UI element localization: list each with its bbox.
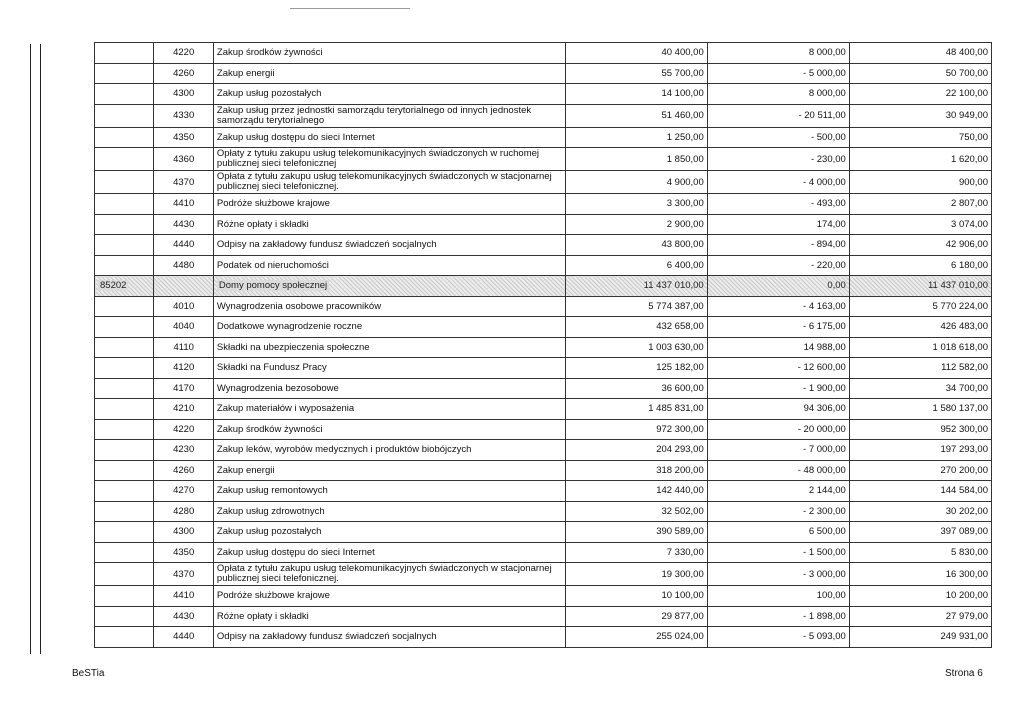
section-code-cell [95, 148, 154, 171]
table-row [95, 148, 992, 171]
table-row [95, 399, 992, 420]
after-change-amount-cell: 270 200,00 [849, 460, 991, 481]
item-name-cell: Opłaty z tytułu zakupu usług telekomunikacyjnych świadczonych w ruchomej publicznej sieci telefonicznej [213, 148, 565, 171]
section-code-cell [95, 43, 154, 64]
after-change-amount-cell: 112 582,00 [849, 358, 991, 379]
budget-table-body [95, 43, 992, 648]
paragraph-code-cell: 4110 [154, 337, 213, 358]
budget-table [94, 42, 992, 648]
after-change-amount-cell: 10 200,00 [849, 586, 991, 607]
after-change-amount-cell: 750,00 [849, 127, 991, 148]
item-name-cell: Zakup usług pozostałych [213, 84, 565, 105]
table-row [95, 194, 992, 215]
paragraph-code-cell: 4010 [154, 296, 213, 317]
change-amount-cell: - 7 000,00 [707, 440, 849, 461]
after-change-amount-cell: 11 437 010,00 [849, 276, 991, 297]
plan-amount-cell: 6 400,00 [565, 255, 707, 276]
table-row [95, 127, 992, 148]
table-row [95, 255, 992, 276]
after-change-amount-cell: 16 300,00 [849, 563, 991, 586]
section-code-cell [95, 171, 154, 194]
plan-amount-cell: 142 440,00 [565, 481, 707, 502]
item-name-cell: Zakup usług pozostałych [213, 522, 565, 543]
paragraph-code-cell: 4300 [154, 522, 213, 543]
plan-amount-cell: 5 774 387,00 [565, 296, 707, 317]
paragraph-code-cell: 4210 [154, 399, 213, 420]
section-code-cell [95, 63, 154, 84]
paragraph-code-cell: 4440 [154, 627, 213, 648]
item-name-cell: Zakup usług remontowych [213, 481, 565, 502]
change-amount-cell: 8 000,00 [707, 43, 849, 64]
after-change-amount-cell: 34 700,00 [849, 378, 991, 399]
plan-amount-cell: 32 502,00 [565, 501, 707, 522]
table-row [95, 522, 992, 543]
change-amount-cell: - 6 175,00 [707, 317, 849, 338]
after-change-amount-cell: 426 483,00 [849, 317, 991, 338]
section-code-cell [95, 460, 154, 481]
footer-software-name: BeSTia [72, 668, 105, 679]
section-row [95, 276, 992, 297]
item-name-cell: Odpisy na zakładowy fundusz świadczeń socjalnych [213, 627, 565, 648]
item-name-cell: Różne opłaty i składki [213, 214, 565, 235]
paragraph-code-cell: 4270 [154, 481, 213, 502]
table-row [95, 214, 992, 235]
after-change-amount-cell: 42 906,00 [849, 235, 991, 256]
table-row [95, 542, 992, 563]
table-row [95, 460, 992, 481]
plan-amount-cell: 36 600,00 [565, 378, 707, 399]
after-change-amount-cell: 952 300,00 [849, 419, 991, 440]
item-name-cell: Zakup środków żywności [213, 43, 565, 64]
section-code-cell [95, 317, 154, 338]
after-change-amount-cell: 6 180,00 [849, 255, 991, 276]
change-amount-cell: - 48 000,00 [707, 460, 849, 481]
after-change-amount-cell: 5 770 224,00 [849, 296, 991, 317]
plan-amount-cell: 390 589,00 [565, 522, 707, 543]
plan-amount-cell: 14 100,00 [565, 84, 707, 105]
change-amount-cell: 14 988,00 [707, 337, 849, 358]
item-name-cell: Składki na Fundusz Pracy [213, 358, 565, 379]
plan-amount-cell: 125 182,00 [565, 358, 707, 379]
plan-amount-cell: 432 658,00 [565, 317, 707, 338]
after-change-amount-cell: 3 074,00 [849, 214, 991, 235]
paragraph-code-cell: 4120 [154, 358, 213, 379]
table-row [95, 358, 992, 379]
section-code-cell [95, 542, 154, 563]
plan-amount-cell: 1 850,00 [565, 148, 707, 171]
plan-amount-cell: 972 300,00 [565, 419, 707, 440]
section-code-cell [95, 194, 154, 215]
table-row [95, 235, 992, 256]
after-change-amount-cell: 1 018 618,00 [849, 337, 991, 358]
table-row [95, 440, 992, 461]
plan-amount-cell: 51 460,00 [565, 104, 707, 127]
item-name-cell: Odpisy na zakładowy fundusz świadczeń socjalnych [213, 235, 565, 256]
item-name-cell: Podróże służbowe krajowe [213, 194, 565, 215]
paragraph-code-cell [154, 276, 213, 297]
section-code-cell [95, 127, 154, 148]
plan-amount-cell: 19 300,00 [565, 563, 707, 586]
item-name-cell: Składki na ubezpieczenia społeczne [213, 337, 565, 358]
section-code-cell [95, 419, 154, 440]
section-code-cell [95, 481, 154, 502]
plan-amount-cell: 11 437 010,00 [565, 276, 707, 297]
plan-amount-cell: 204 293,00 [565, 440, 707, 461]
item-name-cell: Opłata z tytułu zakupu usług telekomunikacyjnych świadczonych w stacjonarnej publicznej sieci telefonicznej. [213, 171, 565, 194]
plan-amount-cell: 1 485 831,00 [565, 399, 707, 420]
plan-amount-cell: 55 700,00 [565, 63, 707, 84]
table-row [95, 419, 992, 440]
table-row [95, 43, 992, 64]
paragraph-code-cell: 4170 [154, 378, 213, 399]
item-name-cell: Zakup środków żywności [213, 419, 565, 440]
change-amount-cell: - 1 900,00 [707, 378, 849, 399]
table-row [95, 627, 992, 648]
after-change-amount-cell: 900,00 [849, 171, 991, 194]
section-number: 85202 [100, 280, 127, 292]
plan-amount-cell: 318 200,00 [565, 460, 707, 481]
paragraph-code-cell: 4260 [154, 460, 213, 481]
change-amount-cell: - 4 163,00 [707, 296, 849, 317]
change-amount-cell: - 1 500,00 [707, 542, 849, 563]
paragraph-code-cell: 4370 [154, 171, 213, 194]
item-name-cell: Zakup usług zdrowotnych [213, 501, 565, 522]
plan-amount-cell: 10 100,00 [565, 586, 707, 607]
after-change-amount-cell: 48 400,00 [849, 43, 991, 64]
section-code-cell [95, 84, 154, 105]
table-row [95, 337, 992, 358]
paragraph-code-cell: 4430 [154, 214, 213, 235]
item-name-cell: Wynagrodzenia osobowe pracowników [213, 296, 565, 317]
after-change-amount-cell: 144 584,00 [849, 481, 991, 502]
paragraph-code-cell: 4430 [154, 606, 213, 627]
change-amount-cell: 6 500,00 [707, 522, 849, 543]
after-change-amount-cell: 30 949,00 [849, 104, 991, 127]
change-amount-cell: 8 000,00 [707, 84, 849, 105]
change-amount-cell: 94 306,00 [707, 399, 849, 420]
change-amount-cell: - 220,00 [707, 255, 849, 276]
table-row [95, 378, 992, 399]
paragraph-code-cell: 4360 [154, 148, 213, 171]
change-amount-cell: - 5 093,00 [707, 627, 849, 648]
change-amount-cell: - 20 511,00 [707, 104, 849, 127]
plan-amount-cell: 29 877,00 [565, 606, 707, 627]
change-amount-cell: - 493,00 [707, 194, 849, 215]
after-change-amount-cell: 27 979,00 [849, 606, 991, 627]
paragraph-code-cell: 4220 [154, 43, 213, 64]
section-title: Domy pomocy społecznej [218, 280, 328, 292]
after-change-amount-cell: 397 089,00 [849, 522, 991, 543]
section-code-cell [95, 440, 154, 461]
item-name-cell: Podróże służbowe krajowe [213, 586, 565, 607]
plan-amount-cell: 43 800,00 [565, 235, 707, 256]
paragraph-code-cell: 4300 [154, 84, 213, 105]
item-name-cell: Opłata z tytułu zakupu usług telekomunikacyjnych świadczonych w stacjonarnej publicznej sieci telefonicznej. [213, 563, 565, 586]
paragraph-code-cell: 4440 [154, 235, 213, 256]
change-amount-cell: - 230,00 [707, 148, 849, 171]
table-row [95, 563, 992, 586]
paragraph-code-cell: 4040 [154, 317, 213, 338]
item-name-cell: Zakup usług przez jednostki samorządu terytorialnego od innych jednostek samorządu terytorialnego [213, 104, 565, 127]
plan-amount-cell: 1 250,00 [565, 127, 707, 148]
table-row [95, 586, 992, 607]
item-name-cell: Zakup usług dostępu do sieci Internet [213, 127, 565, 148]
section-code-cell [95, 255, 154, 276]
change-amount-cell: - 4 000,00 [707, 171, 849, 194]
section-code-cell [95, 276, 154, 297]
table-row [95, 481, 992, 502]
item-name-cell: Zakup leków, wyrobów medycznych i produktów biobójczych [213, 440, 565, 461]
change-amount-cell: 174,00 [707, 214, 849, 235]
section-code-cell [95, 104, 154, 127]
section-code-cell [95, 501, 154, 522]
item-name-cell: Wynagrodzenia bezosobowe [213, 378, 565, 399]
change-amount-cell: 0,00 [707, 276, 849, 297]
change-amount-cell: - 3 000,00 [707, 563, 849, 586]
paragraph-code-cell: 4260 [154, 63, 213, 84]
paragraph-code-cell: 4410 [154, 194, 213, 215]
after-change-amount-cell: 197 293,00 [849, 440, 991, 461]
margin-line-outer [30, 44, 31, 654]
change-amount-cell: - 894,00 [707, 235, 849, 256]
after-change-amount-cell: 22 100,00 [849, 84, 991, 105]
plan-amount-cell: 3 300,00 [565, 194, 707, 215]
table-row [95, 606, 992, 627]
section-code-cell [95, 358, 154, 379]
after-change-amount-cell: 1 580 137,00 [849, 399, 991, 420]
section-code-cell [95, 522, 154, 543]
change-amount-cell: - 20 000,00 [707, 419, 849, 440]
item-name-cell: Zakup materiałów i wyposażenia [213, 399, 565, 420]
change-amount-cell: - 12 600,00 [707, 358, 849, 379]
after-change-amount-cell: 30 202,00 [849, 501, 991, 522]
item-name-cell: Różne opłaty i składki [213, 606, 565, 627]
table-row [95, 104, 992, 127]
paragraph-code-cell: 4480 [154, 255, 213, 276]
section-code-cell [95, 337, 154, 358]
item-name-cell: Zakup energii [213, 460, 565, 481]
table-row [95, 63, 992, 84]
section-code-cell [95, 378, 154, 399]
section-code-cell [95, 627, 154, 648]
paragraph-code-cell: 4370 [154, 563, 213, 586]
plan-amount-cell: 40 400,00 [565, 43, 707, 64]
margin-line-inner [40, 44, 41, 654]
paragraph-code-cell: 4330 [154, 104, 213, 127]
after-change-amount-cell: 50 700,00 [849, 63, 991, 84]
table-row [95, 84, 992, 105]
after-change-amount-cell: 5 830,00 [849, 542, 991, 563]
paragraph-code-cell: 4280 [154, 501, 213, 522]
section-code-cell [95, 563, 154, 586]
after-change-amount-cell: 249 931,00 [849, 627, 991, 648]
item-name-cell [213, 276, 565, 297]
paragraph-code-cell: 4350 [154, 542, 213, 563]
change-amount-cell: 2 144,00 [707, 481, 849, 502]
plan-amount-cell: 1 003 630,00 [565, 337, 707, 358]
change-amount-cell: - 5 000,00 [707, 63, 849, 84]
item-name-cell: Dodatkowe wynagrodzenie roczne [213, 317, 565, 338]
section-code-cell [95, 296, 154, 317]
item-name-cell: Zakup usług dostępu do sieci Internet [213, 542, 565, 563]
table-row [95, 317, 992, 338]
table-row [95, 296, 992, 317]
change-amount-cell: - 500,00 [707, 127, 849, 148]
table-row [95, 501, 992, 522]
after-change-amount-cell: 2 807,00 [849, 194, 991, 215]
after-change-amount-cell: 1 620,00 [849, 148, 991, 171]
change-amount-cell: 100,00 [707, 586, 849, 607]
section-code-cell [95, 399, 154, 420]
table-row [95, 171, 992, 194]
change-amount-cell: - 2 300,00 [707, 501, 849, 522]
paragraph-code-cell: 4220 [154, 419, 213, 440]
item-name-cell: Podatek od nieruchomości [213, 255, 565, 276]
plan-amount-cell: 4 900,00 [565, 171, 707, 194]
change-amount-cell: - 1 898,00 [707, 606, 849, 627]
plan-amount-cell: 255 024,00 [565, 627, 707, 648]
footer-page-number: Strona 6 [945, 668, 983, 679]
paragraph-code-cell: 4410 [154, 586, 213, 607]
item-name-cell: Zakup energii [213, 63, 565, 84]
scan-artifact-line [290, 8, 410, 9]
section-code-cell [95, 214, 154, 235]
plan-amount-cell: 2 900,00 [565, 214, 707, 235]
section-code-cell [95, 235, 154, 256]
paragraph-code-cell: 4230 [154, 440, 213, 461]
section-code-cell [95, 606, 154, 627]
paragraph-code-cell: 4350 [154, 127, 213, 148]
section-code-cell [95, 586, 154, 607]
plan-amount-cell: 7 330,00 [565, 542, 707, 563]
